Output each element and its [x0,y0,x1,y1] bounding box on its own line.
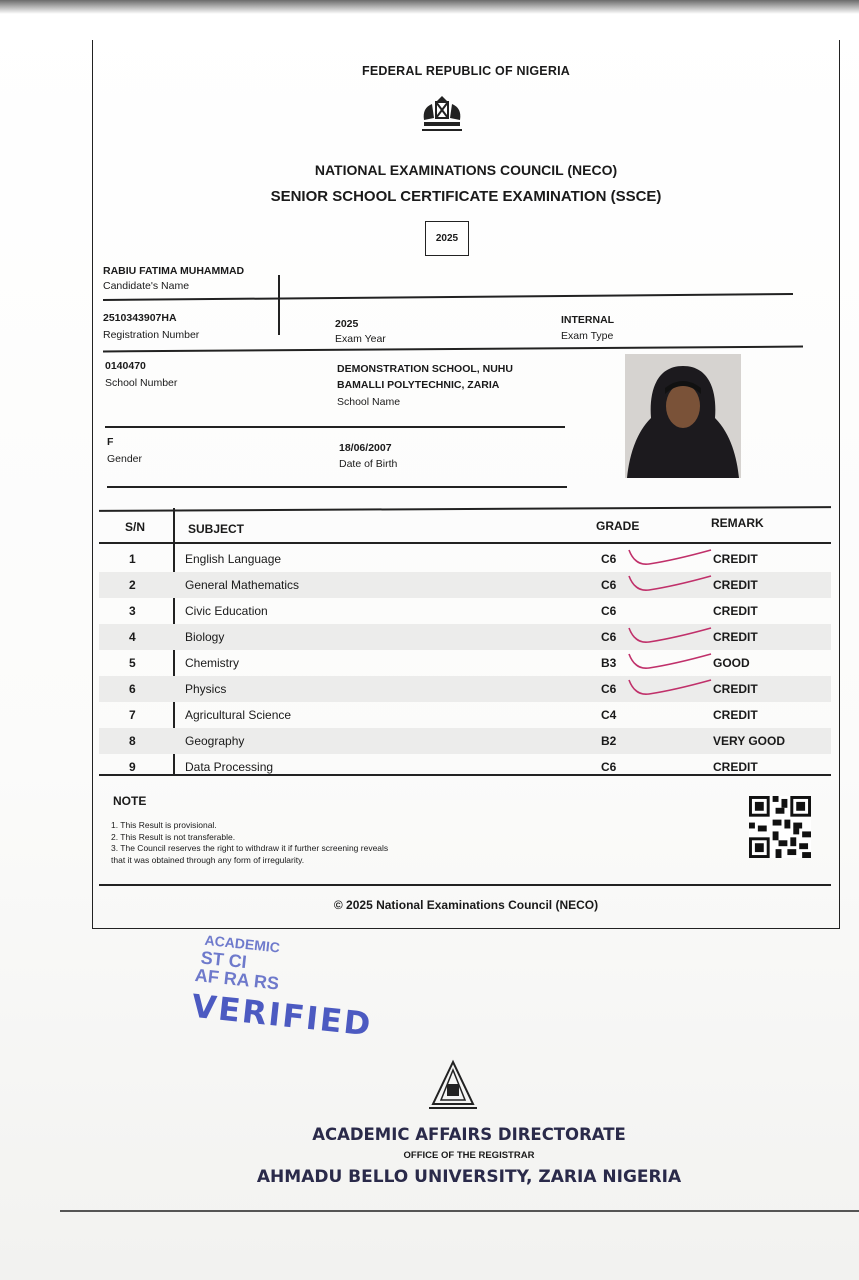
pen-tick-mark [625,650,715,676]
table-row [99,650,831,676]
reg-number: 2510343907HA [103,312,177,324]
note-title: NOTE [113,794,147,808]
country-heading: FEDERAL REPUBLIC OF NIGERIA [362,64,570,78]
row-subject: Data Processing [185,760,274,774]
note-list [111,820,388,866]
pen-tick-mark [625,572,715,598]
row-grade: C6 [601,630,617,644]
table-row [99,598,831,624]
table-row [99,728,831,754]
row-subject: General Mathematics [185,578,300,592]
divider [103,293,793,301]
table-row [99,572,831,598]
stamp-verified-text: VERIFIED [189,986,375,1044]
university-name: AHMADU BELLO UNIVERSITY, ZARIA NIGERIA [256,1167,682,1187]
pen-tick-mark [625,624,715,650]
exam-year-label: Exam Year [335,333,386,345]
page-divider [60,1210,859,1212]
row-remark: CREDIT [713,604,758,618]
row-grade: B2 [601,734,617,748]
row-subject: English Language [185,552,282,566]
divider [105,426,565,428]
nigeria-coat-of-arms-icon [418,92,466,136]
date-of-birth-label: Date of Birth [339,458,398,470]
note-item: that it was obtained through any form of irregularity. [111,854,305,865]
stamp-partial-text: ST CI [199,947,248,973]
column-header-grade: GRADE [596,519,640,533]
row-sn: 1 [129,552,136,566]
note-item: 3. The Council reserves the right to withdraw it if further screening reveals [111,843,389,853]
stamp-partial-text: AF RA RS [194,964,280,994]
table-row [99,754,831,780]
qr-code-icon [749,796,811,858]
reg-number-label: Registration Number [103,329,200,341]
copyright-notice: © 2025 National Examinations Council (NECO) [333,898,599,912]
directorate-title: ACADEMIC AFFAIRS DIRECTORATE [312,1125,626,1144]
footer-divider [99,884,831,886]
row-grade: C4 [601,708,617,722]
candidate-name-label: Candidate's Name [103,280,190,292]
row-sn: 9 [129,760,136,774]
row-sn: 6 [129,682,136,696]
table-row [99,702,831,728]
date-of-birth: 18/06/2007 [339,442,392,454]
row-subject: Geography [185,734,245,748]
pen-tick-mark [625,546,715,572]
row-remark: CREDIT [713,760,758,774]
candidate-photo [625,354,741,478]
row-sn: 4 [129,630,136,644]
row-sn: 5 [129,656,136,670]
row-subject: Civic Education [185,604,268,618]
scan-shadow [0,0,859,14]
row-grade: C6 [601,578,617,592]
divider [278,275,280,335]
gender: F [107,436,114,448]
candidate-name: RABIU FATIMA MUHAMMAD [103,265,245,277]
table-bottom-border [99,774,831,776]
column-header-subject: SUBJECT [188,522,245,536]
note-item: 1. This Result is provisional. [111,820,217,830]
table-row [99,624,831,650]
row-remark: CREDIT [713,708,758,722]
row-remark: VERY GOOD [713,734,786,748]
row-grade: C6 [601,604,617,618]
year-box: 2025 [425,221,469,256]
school-number-label: School Number [105,377,178,389]
school-number: 0140470 [105,360,146,372]
neco-certificate [92,40,840,929]
column-header-sn: S/N [125,520,146,534]
row-remark: CREDIT [713,552,758,566]
row-subject: Agricultural Science [185,708,292,722]
divider [103,346,803,352]
note-item: 2. This Result is not transferable. [111,831,236,842]
gender-label: Gender [107,453,143,465]
table-top-border [99,506,831,511]
row-sn: 8 [129,734,136,748]
row-remark: CREDIT [713,682,758,696]
table-header-border [99,542,831,544]
school-name-line1: DEMONSTRATION SCHOOL, NUHU [337,363,513,375]
school-name-line2: BAMALLI POLYTECHNIC, ZARIA [337,379,500,391]
row-sn: 2 [129,578,136,592]
row-sn: 7 [129,708,136,722]
row-remark: CREDIT [713,578,758,592]
row-grade: B3 [601,656,617,670]
divider [107,486,567,488]
exam-type-label: Exam Type [561,330,614,342]
stamp-partial-text: ACADEMIC [203,931,281,956]
row-sn: 3 [129,604,136,618]
exam-year: 2025 [335,318,359,330]
row-remark: CREDIT [713,630,758,644]
column-header-remark: REMARK [711,516,764,530]
row-subject: Biology [185,630,225,644]
row-grade: C6 [601,760,617,774]
school-name-label: School Name [337,396,401,408]
abu-crest-icon [425,1058,481,1114]
row-grade: C6 [601,682,617,696]
row-remark: GOOD [713,656,750,670]
row-subject: Chemistry [185,656,240,670]
exam-type: INTERNAL [561,314,615,326]
pen-tick-mark [625,676,715,702]
exam-heading: SENIOR SCHOOL CERTIFICATE EXAMINATION (SSCE) [270,188,662,205]
table-row [99,676,831,702]
verified-stamp [179,928,420,1071]
table-row [99,546,831,572]
candidate-photo-image [625,354,741,478]
registrar-office: OFFICE OF THE REGISTRAR [403,1150,535,1161]
row-subject: Physics [185,682,227,696]
council-heading: NATIONAL EXAMINATIONS COUNCIL (NECO) [314,162,618,178]
row-grade: C6 [601,552,617,566]
